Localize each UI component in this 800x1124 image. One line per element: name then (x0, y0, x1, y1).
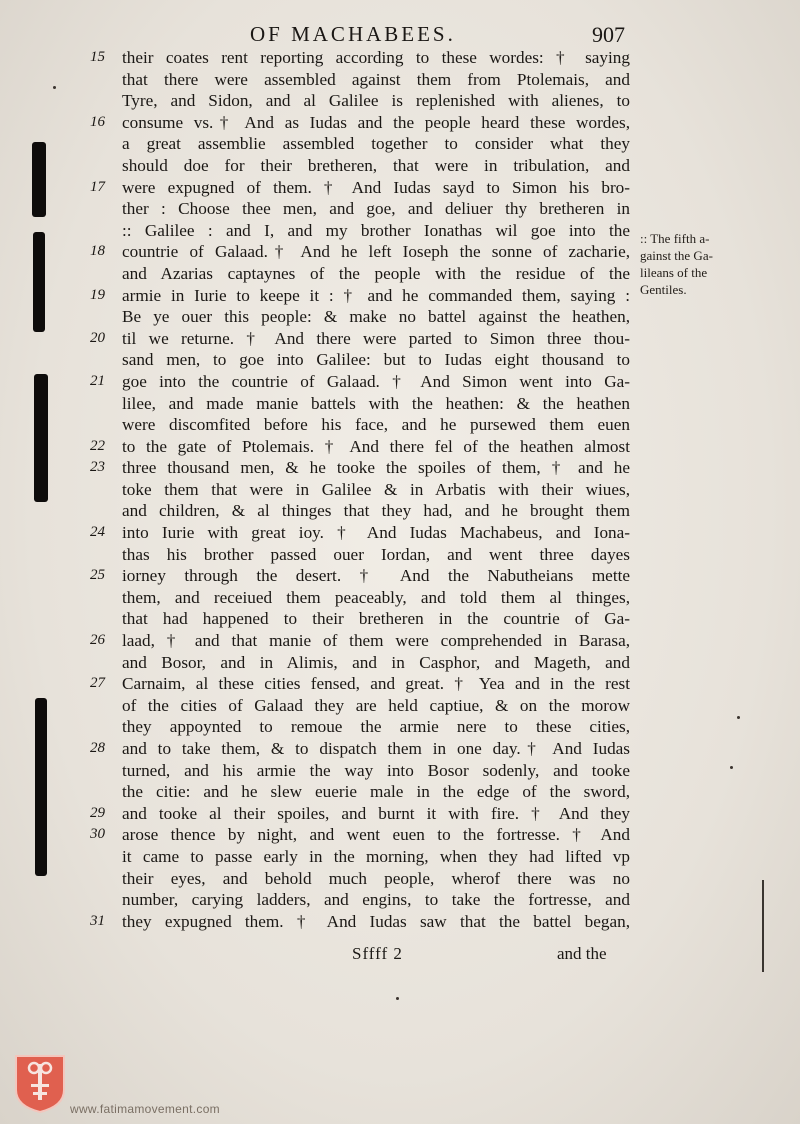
verse-number: 19 (90, 286, 105, 303)
line-text: and to take them, & to dispatch them in one day.† And Iudas (122, 739, 630, 758)
text-line (0, 371, 800, 393)
margin-note-line: lileans of the (640, 265, 708, 280)
line-text: and Azarias captaynes of the people with the residue of the (122, 263, 630, 283)
line-text: countrie of Galaad.† And he left Ioseph the sonne of zacharie, (122, 242, 630, 262)
line-text: they appoynted to remoue the armie nere to these cities, (122, 717, 630, 737)
line-text: iorney through the desert. † And the Nabutheians mette (122, 566, 630, 586)
line-text: and tooke al their spoiles, and burnt it with fire. † And they (122, 803, 630, 823)
line-text: arose thence by night, and went euen to the fortresse. † And (122, 825, 630, 845)
main-text-column (0, 47, 800, 932)
text-line (0, 673, 800, 695)
verse-number: 18 (90, 243, 105, 260)
text-line (0, 133, 800, 155)
text-line (0, 716, 800, 738)
text-line (0, 112, 800, 134)
verse-number: 15 (90, 49, 105, 65)
text-line (0, 457, 800, 479)
text-line (0, 522, 800, 544)
verse-number: 17 (90, 178, 105, 195)
margin-ink-bar (33, 232, 45, 332)
text-line (0, 349, 800, 371)
text-line (0, 911, 800, 933)
text-line (0, 587, 800, 609)
text-line (0, 198, 800, 220)
verse-number: 22 (90, 437, 105, 454)
text-line (0, 889, 800, 911)
line-text: to the gate of Ptolemais. † And there fel of the heathen almost (122, 436, 630, 456)
line-text: turned, and his armie the way into Bosor sodenly, and tooke (122, 760, 630, 780)
ink-speck (396, 997, 399, 1000)
line-text: they expugned them. † And Iudas saw that the battel began, (122, 911, 630, 931)
line-text: should doe for their bretheren, that were in tribulation, and (122, 155, 630, 175)
text-line (0, 824, 800, 846)
text-line (0, 479, 800, 501)
text-line (0, 630, 800, 652)
line-text: them, and receiued them peaceably, and told them al thinges, (122, 587, 630, 607)
text-line (0, 328, 800, 350)
page-header (0, 18, 800, 50)
verse-number: 20 (90, 329, 105, 346)
line-text: lilee, and made manie battels with the heathen: & the heathen (122, 393, 630, 413)
verse-number: 26 (90, 632, 105, 649)
line-text: number, carying ladders, and engins, to take the fortresse, and (122, 890, 630, 910)
line-text: :: Galilee : and I, and my brother Ionathas wil goe into the (122, 220, 630, 240)
catchword: and the (557, 944, 607, 963)
line-text: thas his brother passed ouer Iordan, and went three dayes (122, 544, 630, 564)
text-line (0, 90, 800, 112)
line-text: three thousand men, & he tooke the spoiles of them, † and he (122, 458, 630, 478)
text-line (0, 414, 800, 436)
signature-mark: Sffff 2 (352, 944, 403, 963)
line-text: and Bosor, and in Alimis, and in Casphor, and Mageth, and (122, 652, 630, 672)
text-line (0, 803, 800, 825)
running-title: OF MACHABEES. (250, 22, 456, 46)
margin-note-line: :: The fifth a- (640, 231, 710, 246)
line-text: a great assemblie assembled together to consider what they (122, 134, 630, 154)
line-text: their coates rent reporting according to these wordes: † saying (122, 48, 630, 67)
line-text: the citie: and he slew euerie male in the edge of the sword, (122, 782, 630, 802)
text-line (0, 846, 800, 868)
line-text: ther : Choose thee men, and goe, and deliuer thy bretheren in (122, 199, 630, 219)
text-line (0, 868, 800, 890)
text-line (0, 69, 800, 91)
margin-note-line: gainst the Ga- (640, 248, 713, 263)
text-line (0, 565, 800, 587)
margin-ink-bar (35, 698, 47, 876)
margin-note-line: Gentiles. (640, 282, 687, 297)
line-text: into Iurie with great ioy. † And Iudas Machabeus, and Iona- (122, 523, 630, 543)
line-text: Be ye ouer this people: & make no battel against the heathen, (122, 307, 630, 327)
margin-ink-bar (34, 374, 48, 502)
verse-number: 27 (90, 675, 105, 692)
ink-speck (730, 766, 733, 769)
margin-note (640, 230, 750, 298)
ink-speck (53, 86, 56, 89)
watermark-url: www.fatimamovement.com (70, 1102, 220, 1116)
page-number: 907 (592, 22, 625, 47)
margin-rule (762, 880, 764, 972)
verse-number: 16 (90, 113, 105, 130)
line-text: toke them that were in Galilee & in Arbatis with their wiues, (122, 479, 630, 499)
text-line (0, 306, 800, 328)
margin-ink-bar (32, 142, 46, 217)
line-text: consume vs.† And as Iudas and the people heard these wordes, (122, 112, 630, 132)
text-line (0, 177, 800, 199)
text-line (0, 500, 800, 522)
text-line (0, 760, 800, 782)
line-text: that had happened to their bretheren in the countrie of Ga- (122, 609, 630, 629)
text-line (0, 544, 800, 566)
verse-number: 29 (90, 804, 105, 821)
line-text: armie in Iurie to keepe it : † and he commanded them, saying : (122, 285, 630, 305)
watermark-emblem (14, 1054, 66, 1114)
verse-number: 23 (90, 459, 105, 476)
line-text: their eyes, and behold much people, wherof there was no (122, 868, 630, 888)
line-text: sand men, to goe into Galilee: but to Iudas eight thousand to (122, 350, 630, 370)
text-line (0, 155, 800, 177)
line-text: laad, † and that manie of them were comprehended in Barasa, (122, 631, 630, 651)
text-line (0, 608, 800, 630)
line-text: were expugned of them. † And Iudas sayd to Simon his bro- (122, 177, 630, 197)
line-text: Carnaim, al these cities fensed, and great. † Yea and in the rest (122, 674, 630, 694)
line-text: goe into the countrie of Galaad. † And Simon went into Ga- (122, 371, 630, 391)
line-text: were discomfited before his face, and he pursewed them euen (122, 415, 630, 435)
line-text: and children, & al thinges that they had, and he brought them (122, 501, 630, 521)
verse-number: 30 (90, 826, 105, 843)
verse-number: 31 (90, 912, 105, 929)
line-text: that there were assembled against them from Ptolemais, and (122, 69, 630, 89)
text-line (0, 47, 800, 69)
line-text: it came to passe early in the morning, when they had lifted vp (122, 846, 630, 866)
text-line (0, 652, 800, 674)
verse-number: 21 (90, 372, 105, 389)
verse-number: 28 (90, 740, 105, 756)
text-line (0, 393, 800, 415)
text-line (0, 436, 800, 458)
line-text: of the cities of Galaad they are held captiue, & on the morow (122, 695, 630, 715)
text-line (0, 781, 800, 803)
ink-speck (737, 716, 740, 719)
verse-number: 25 (90, 567, 105, 584)
line-text: til we returne. † And there were parted to Simon three thou- (122, 328, 630, 348)
text-line (0, 695, 800, 717)
verse-number: 24 (90, 524, 105, 541)
text-line (0, 738, 800, 760)
line-text: Tyre, and Sidon, and al Galilee is replenished with alienes, to (122, 91, 630, 111)
